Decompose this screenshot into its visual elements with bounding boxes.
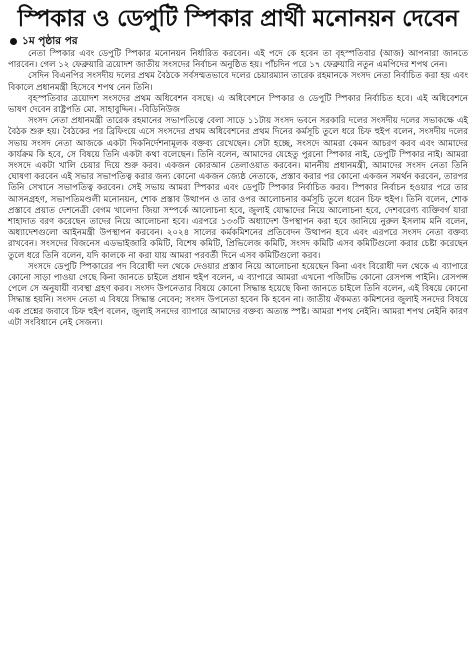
headline: স্পিকার ও ডেপুটি স্পিকার প্রার্থী মনোনয়ন দেবেন (17, 6, 459, 32)
paragraph: সংসদ নেতা প্রধানমন্ত্রী তারেক রহমানের সভাপতিত্বে বেলা সাড়ে ১১টায় সংসদ ভবনে সরকারি দলের সংসদীয় দলের সভাকক্ষে এই বৈঠক শুরু হয়। বৈঠকের পর ব্রিফিংয়ে এসে সংসদের প্রথম অধিবেশনের প্রথম দিনের কর্মসূচি তুলে ধরে চিফ হুইপ বলেন, সংসদীয় দলের সভায় সংসদ নেতা আজকে একটা দিকনির্দেশনামূলক বক্তব্য রেখেছেন। সেটা হচ্ছে, সংসদে আমরা কেমন আচরণ করব এবং আমাদের কার্যক্রম কি হবে, সে বিষয়ে তিনি একটা কথা বলেছেন। তিনি বলেন, আমাদের যেহেতু পুরনো স্পিকার নাই, ডেপুটি স্পিকার নাই। আমরা সংসদে একটা খালি চেয়ার দিয়ে শুরু করব। একজন কোরআন তেলাওয়াত করবেন। মাননীয় প্রধানমন্ত্রী, আমাদের সংসদ নেতা তিনি ঘোষণা করবেন এই সভার সভাপতিত্ব করার জন্য কোনো একজন জ্যেষ্ঠ নেতাকে, প্রস্তাব করার পর কোনো একজন সমর্থন করবেন, তারপর তিনি সেখানে সভাপতিত্ব করবেন। সেই সভায় আমরা স্পিকার এবং ডেপুটি স্পিকার নির্বাচিত করব। স্পিকার নির্বাচন হওয়ার পরে তার আসনগ্রহণ, সভাপতিমণ্ডলী মনোনয়ন, শোক প্রস্তাব উত্থাপন ও তার ওপর আলোচনার কর্মসূচি তুলে ধরেন চিফ হুইপ। তিনি বলেন, শোক প্রস্তাবে প্রয়াত দেশনেত্রী বেগম খালেদা জিয়া সম্পর্কে আলোচনা হবে, জুলাই যোদ্ধাদের নিয়ে আলোচনা হবে, দেশবরেণ্য ব্যক্তিবর্গ যারা শাহাদাত বরণ করেছেন তাদের নিয়ে আলোচনা হবে। এরপরে ১৩৩টি অধ্যাদেশ উপস্থাপন করা হবে জানিয়ে নুরুল ইসলাম মনি বলেন, অধ্যাদেশগুলো আইনমন্ত্রী উপস্থাপন করবেন। ২০২৪ সালের কর্মকমিশনের প্রতিবেদন উত্থাপন হবে এবং এরপরে সংসদ নেতা বক্তব্য রাখবেন। সংসদের বিজনেস এডভাইজারি কমিটি, বিশেষ কমিটি, প্রিভিলেজ কমিটি, সংসদ কমিটি এসব কমিটিগুলো করার চেষ্টা করেছেন তুলে ধরে তিনি বলেন, যদি কালকে না করা যায় আমরা পরবর্তী দিনে এসব কমিটিগুলো করব। (8, 116, 468, 261)
article-body (8, 49, 468, 329)
paragraph: সংসদে ডেপুটি স্পিকারের পদ বিরোধী দল থেকে দেওয়ার প্রস্তাব নিয়ে আলোচনা হয়েছেন কিনা এবং বিরোধী দল থেকে এ ব্যাপারে কোনো সাড়া পাওয়া গেছে কিনা জানতে চাইলে প্রধান হুইপ বলেন, এ ব্যাপারে আমরা এখনো পজিটিভ কোনো রেসপন্স পাইনি। রেসপন্স পেলে সে অনুযায়ী ব্যবস্থা গ্রহণ করব। সংসদ উপনেতার বিষয়ে কোনো সিদ্ধান্ত হয়েছে কিনা জানতে চাইলে তিনি বলেন, এই বিষয়ে কোনো সিদ্ধান্ত হয়নি। সংসদ নেতা এ বিষয়ে সিদ্ধান্ত নেবেন; সংসদ উপনেতা হবেন কি হবেন না। জাতীয় ঐকমত্য কমিশনের জুলাই সনদের বিষয়ে এক প্রশ্নের জবাবে চিফ হুইপ বলেন, জুলাই সনদের ব্যাপারে আমাদের বক্তব্য অত্যন্ত স্পষ্ট। আমরা শপথ নেইনি। আমরা শপথ নেইনি কারণ এটা সংবিধানে নেই সেজন্য। (8, 261, 468, 328)
paragraph: বৃহস্পতিবার ত্রয়োদশ সংসদের প্রথম অধিবেশন বসছে। এ অধিবেশনে স্পিকার ও ডেপুটি স্পিকার নির্বাচিত হবে। এই অধিবেশনে ভাষণ দেবেন রাষ্ট্রপতি মো. সাহাবুদ্দিন। -বিডিনিউজ (8, 93, 468, 116)
continued-from-label (10, 34, 468, 48)
bullet-icon (10, 38, 17, 45)
continued-text: ১ম পৃষ্ঠার পর (22, 35, 78, 47)
paragraph: সেদিন বিএনপির সংসদীয় দলের প্রথম বৈঠকে সর্বসম্মতভাবে দলের চেয়ারম্যান তারেক রহমানকে সংসদ নেতা নির্বাচিত করা হয় এবং বিকালে প্রধানমন্ত্রী হিসেবে শপথ নেন তিনি। (8, 71, 468, 93)
paragraph: নেতা স্পিকার এবং ডেপুটি স্পিকার মনোনয়ন নির্ধারিত করবেন। এই পদে কে হবেন তা বৃহস্পতিবার (আজ) আপনারা জানতে পারবেন। গেল ১২ ফেব্রুয়ারি ত্রয়োদশ জাতীয় সংসদের নির্বাচন অনুষ্ঠিত হয়। পাঁচদিন পরে ১৭ ফেব্রুয়ারি নতুন এমপিদের শপথ নেন। (8, 49, 468, 71)
